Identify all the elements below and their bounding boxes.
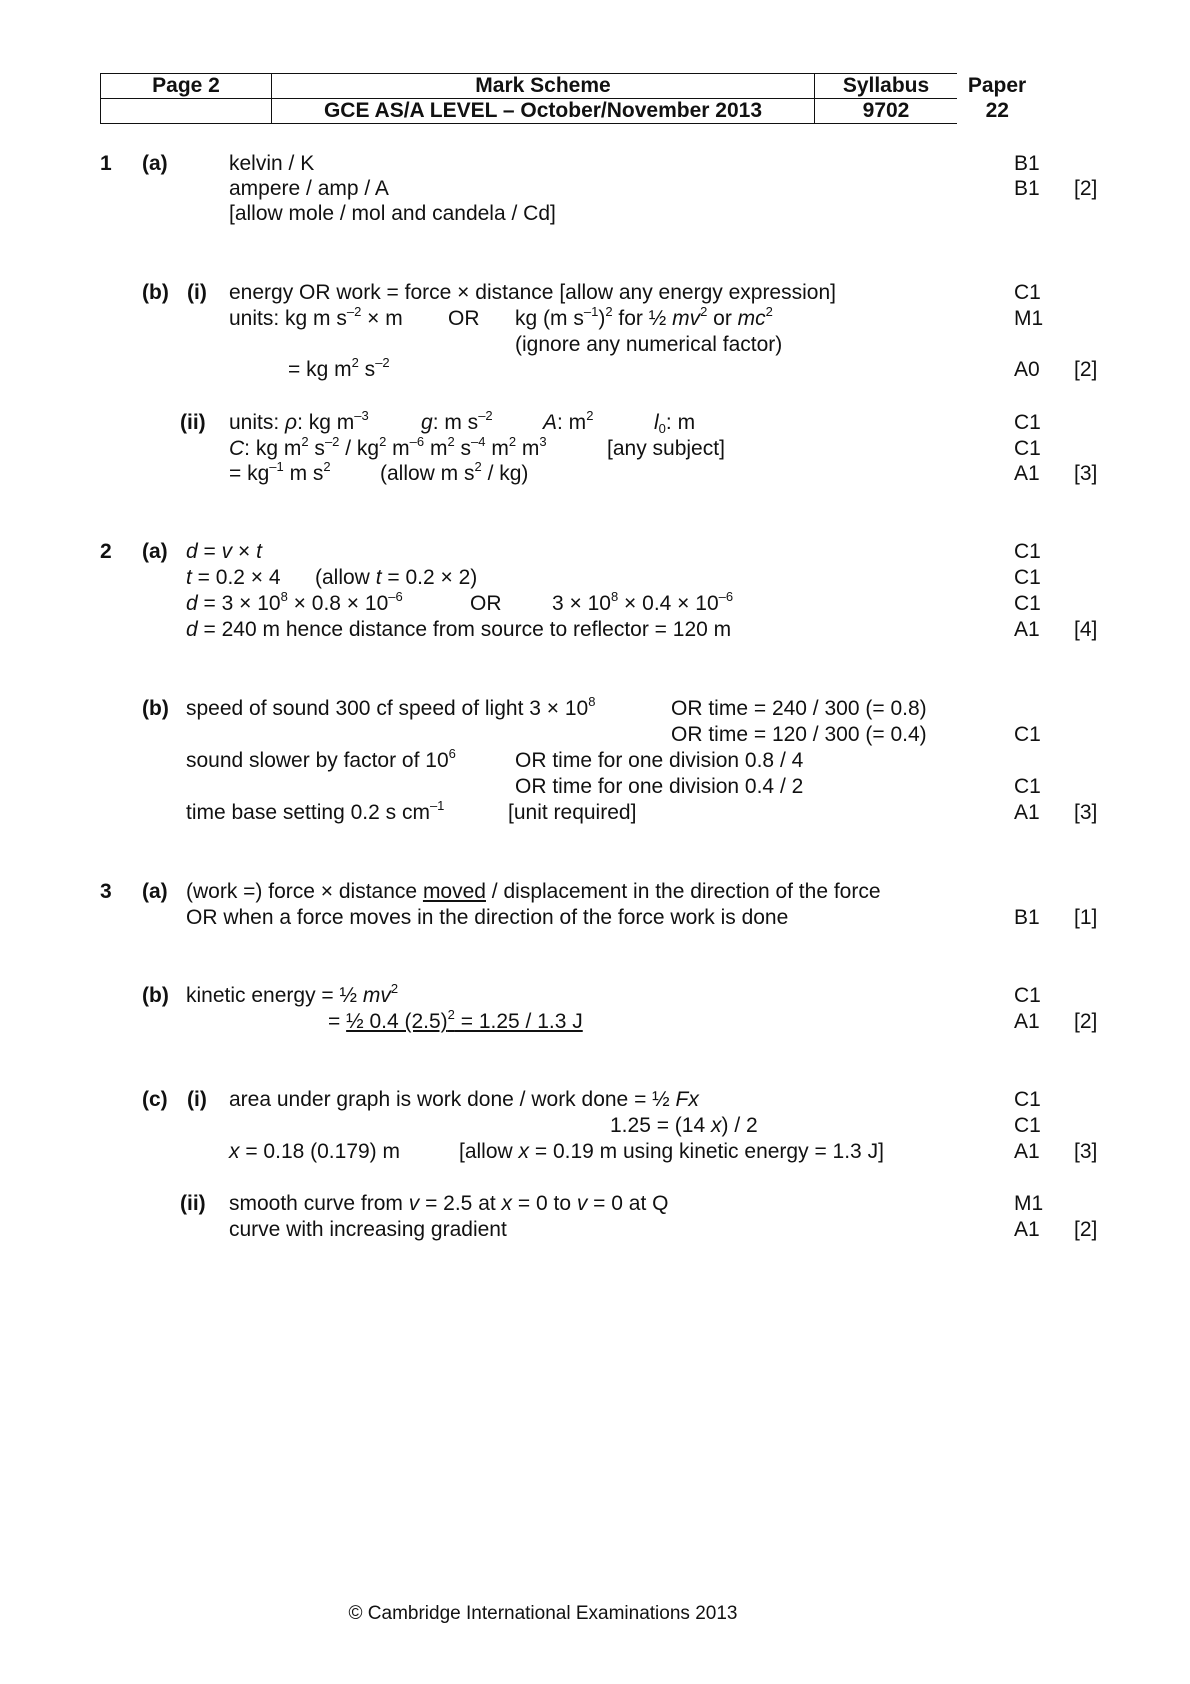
subpart-label: (ii) — [180, 411, 206, 434]
answer-line: kg (m $s^{-1})^2$ for ½ $mv^2$ or $mc^2$ — [515, 304, 773, 330]
answer-line: (work =) force × distance moved / displacement in the direction of the force — [186, 880, 881, 903]
copyright-footer: © Cambridge International Examinations 2013 — [348, 1603, 738, 1624]
answer-note: (allow m $s^2 / kg$) — [380, 459, 529, 485]
answer-line: units: ρ: kg $m^{-3}$ — [229, 408, 369, 434]
answer-line: sound slower by factor of $10^6$ — [186, 746, 456, 772]
question-number: 2 — [100, 540, 112, 563]
answer-or: OR — [448, 307, 480, 330]
answer-line: kinetic energy = ½ $mv^2$ — [186, 981, 399, 1007]
mark-code: C1 — [1014, 411, 1041, 434]
answer-line: energy OR work = force × distance [allow any energy expression] — [229, 281, 836, 304]
answer-or: OR time = 120 / 300 (= 0.4) — [671, 723, 927, 746]
mark-code: A1 — [1014, 1010, 1040, 1033]
subpart-label: (i) — [187, 1088, 207, 1111]
answer-line: d = v × t — [186, 540, 262, 563]
answer-or: OR — [470, 592, 502, 615]
answer-term: A: $m^2$ — [543, 408, 594, 434]
answer-or: OR time for one division 0.4 / 2 — [515, 775, 804, 798]
title-label: Mark Scheme — [272, 74, 815, 99]
answer-line: speed of sound 300 cf speed of light $3 \times 10^8$ — [186, 694, 596, 720]
answer-line: = ½ 0.4 $(2.5)^2 = 1.25 / 1.3$ J — [328, 1007, 583, 1033]
mark-code: A1 — [1014, 801, 1040, 824]
part-label: (b) — [142, 281, 169, 304]
answer-line: units: kg m $s^{-2} \times m$ — [229, 304, 403, 330]
mark-code: C1 — [1014, 281, 1041, 304]
answer-line: ampere / amp / A — [229, 177, 389, 200]
mark-code: C1 — [1014, 1114, 1041, 1137]
answer-line: curve with increasing gradient — [229, 1218, 507, 1241]
part-label: (a) — [142, 540, 168, 563]
paper-label: Paper — [967, 74, 1027, 97]
answer-line: time base setting 0.2 s $cm^{-1}$ — [186, 798, 445, 824]
mark-code: C1 — [1014, 540, 1041, 563]
header-table — [100, 73, 1038, 124]
mark-total: [1] — [1074, 906, 1098, 929]
answer-line: $3 \times 10^8 \times 0.4 \times 10^{-6}$ — [552, 589, 734, 615]
mark-code: C1 — [1014, 1088, 1041, 1111]
part-label: (a) — [142, 152, 168, 175]
answer-note: (allow t = 0.2 × 2) — [315, 566, 478, 589]
exam-name: GCE AS/A LEVEL – October/November 2013 — [272, 99, 815, 124]
answer-line: C: kg $m^2$ $s^{-2} / kg^2$ $m^{-6}$ $m^2$ $s^{-4}$ $m^2$ $m^3$ — [229, 434, 547, 460]
mark-code: B1 — [1014, 906, 1040, 929]
answer-term: $l_0$: m — [654, 411, 696, 436]
answer-note: [unit required] — [508, 801, 637, 824]
mark-code: B1 — [1014, 152, 1040, 175]
mark-total: [3] — [1074, 801, 1098, 824]
answer-term: g: m $s^{-2}$ — [421, 408, 493, 434]
subpart-label: (ii) — [180, 1192, 206, 1215]
answer-line: (ignore any numerical factor) — [515, 333, 783, 356]
answer-or: OR time for one division 0.8 / 4 — [515, 749, 804, 772]
mark-code: C1 — [1014, 592, 1041, 615]
mark-total: [3] — [1074, 462, 1098, 485]
answer-line: area under graph is work done / work done = ½ Fx — [229, 1088, 699, 1111]
mark-code: C1 — [1014, 775, 1041, 798]
mark-code: B1 — [1014, 177, 1040, 200]
mark-code: A1 — [1014, 1140, 1040, 1163]
answer-or: OR time = 240 / 300 (= 0.8) — [671, 697, 927, 720]
mark-code: M1 — [1014, 307, 1044, 330]
mark-code: A1 — [1014, 462, 1040, 485]
mark-code: C1 — [1014, 723, 1041, 746]
mark-total: [4] — [1074, 618, 1098, 641]
answer-line: = kg $m^2$ $s^{-2}$ — [288, 355, 390, 381]
answer-line: d = 240 m hence distance from source to reflector = 120 m — [186, 618, 732, 641]
mark-total: [2] — [1074, 1218, 1098, 1241]
paper-number: 22 — [985, 99, 1009, 122]
answer-line: x = 0.18 (0.179) m — [229, 1140, 401, 1163]
part-label: (a) — [142, 880, 168, 903]
part-label: (b) — [142, 984, 169, 1007]
mark-total: [2] — [1074, 1010, 1098, 1033]
mark-total: [2] — [1074, 177, 1098, 200]
question-number: 1 — [100, 152, 112, 175]
mark-code: C1 — [1014, 566, 1041, 589]
mark-code: M1 — [1014, 1192, 1044, 1215]
mark-total: [3] — [1074, 1140, 1098, 1163]
answer-line: smooth curve from v = 2.5 at x = 0 to v = 0 at Q — [229, 1192, 669, 1215]
answer-line: 1.25 = (14 x) / 2 — [610, 1114, 758, 1137]
subpart-label: (i) — [187, 281, 207, 304]
syllabus-code: 9702 — [815, 99, 958, 124]
mark-code: C1 — [1014, 437, 1041, 460]
mark-code: C1 — [1014, 984, 1041, 1007]
part-label: (b) — [142, 697, 169, 720]
part-label: (c) — [142, 1088, 168, 1111]
question-number: 3 — [100, 880, 112, 903]
mark-total: [2] — [1074, 358, 1098, 381]
page-cell-empty — [101, 99, 272, 124]
page-label: Page 2 — [101, 74, 272, 99]
answer-note: [any subject] — [607, 437, 725, 460]
mark-code: A1 — [1014, 1218, 1040, 1241]
answer-line: OR when a force moves in the direction of the force work is done — [186, 906, 789, 929]
mark-code: A1 — [1014, 618, 1040, 641]
mark-code: A0 — [1014, 358, 1040, 381]
answer-line: = $kg^{-1}$ m $s^2$ — [229, 459, 331, 485]
answer-line: [allow mole / mol and candela / Cd] — [229, 202, 556, 225]
answer-line: kelvin / K — [229, 152, 315, 175]
answer-note: [allow x = 0.19 m using kinetic energy = 1.3 J] — [459, 1140, 884, 1163]
syllabus-label: Syllabus — [815, 74, 958, 99]
answer-line: $d = 3 \times 10^8 \times 0.8 \times 10^{-6}$ — [186, 589, 403, 615]
answer-line: t = 0.2 × 4 — [186, 566, 281, 589]
